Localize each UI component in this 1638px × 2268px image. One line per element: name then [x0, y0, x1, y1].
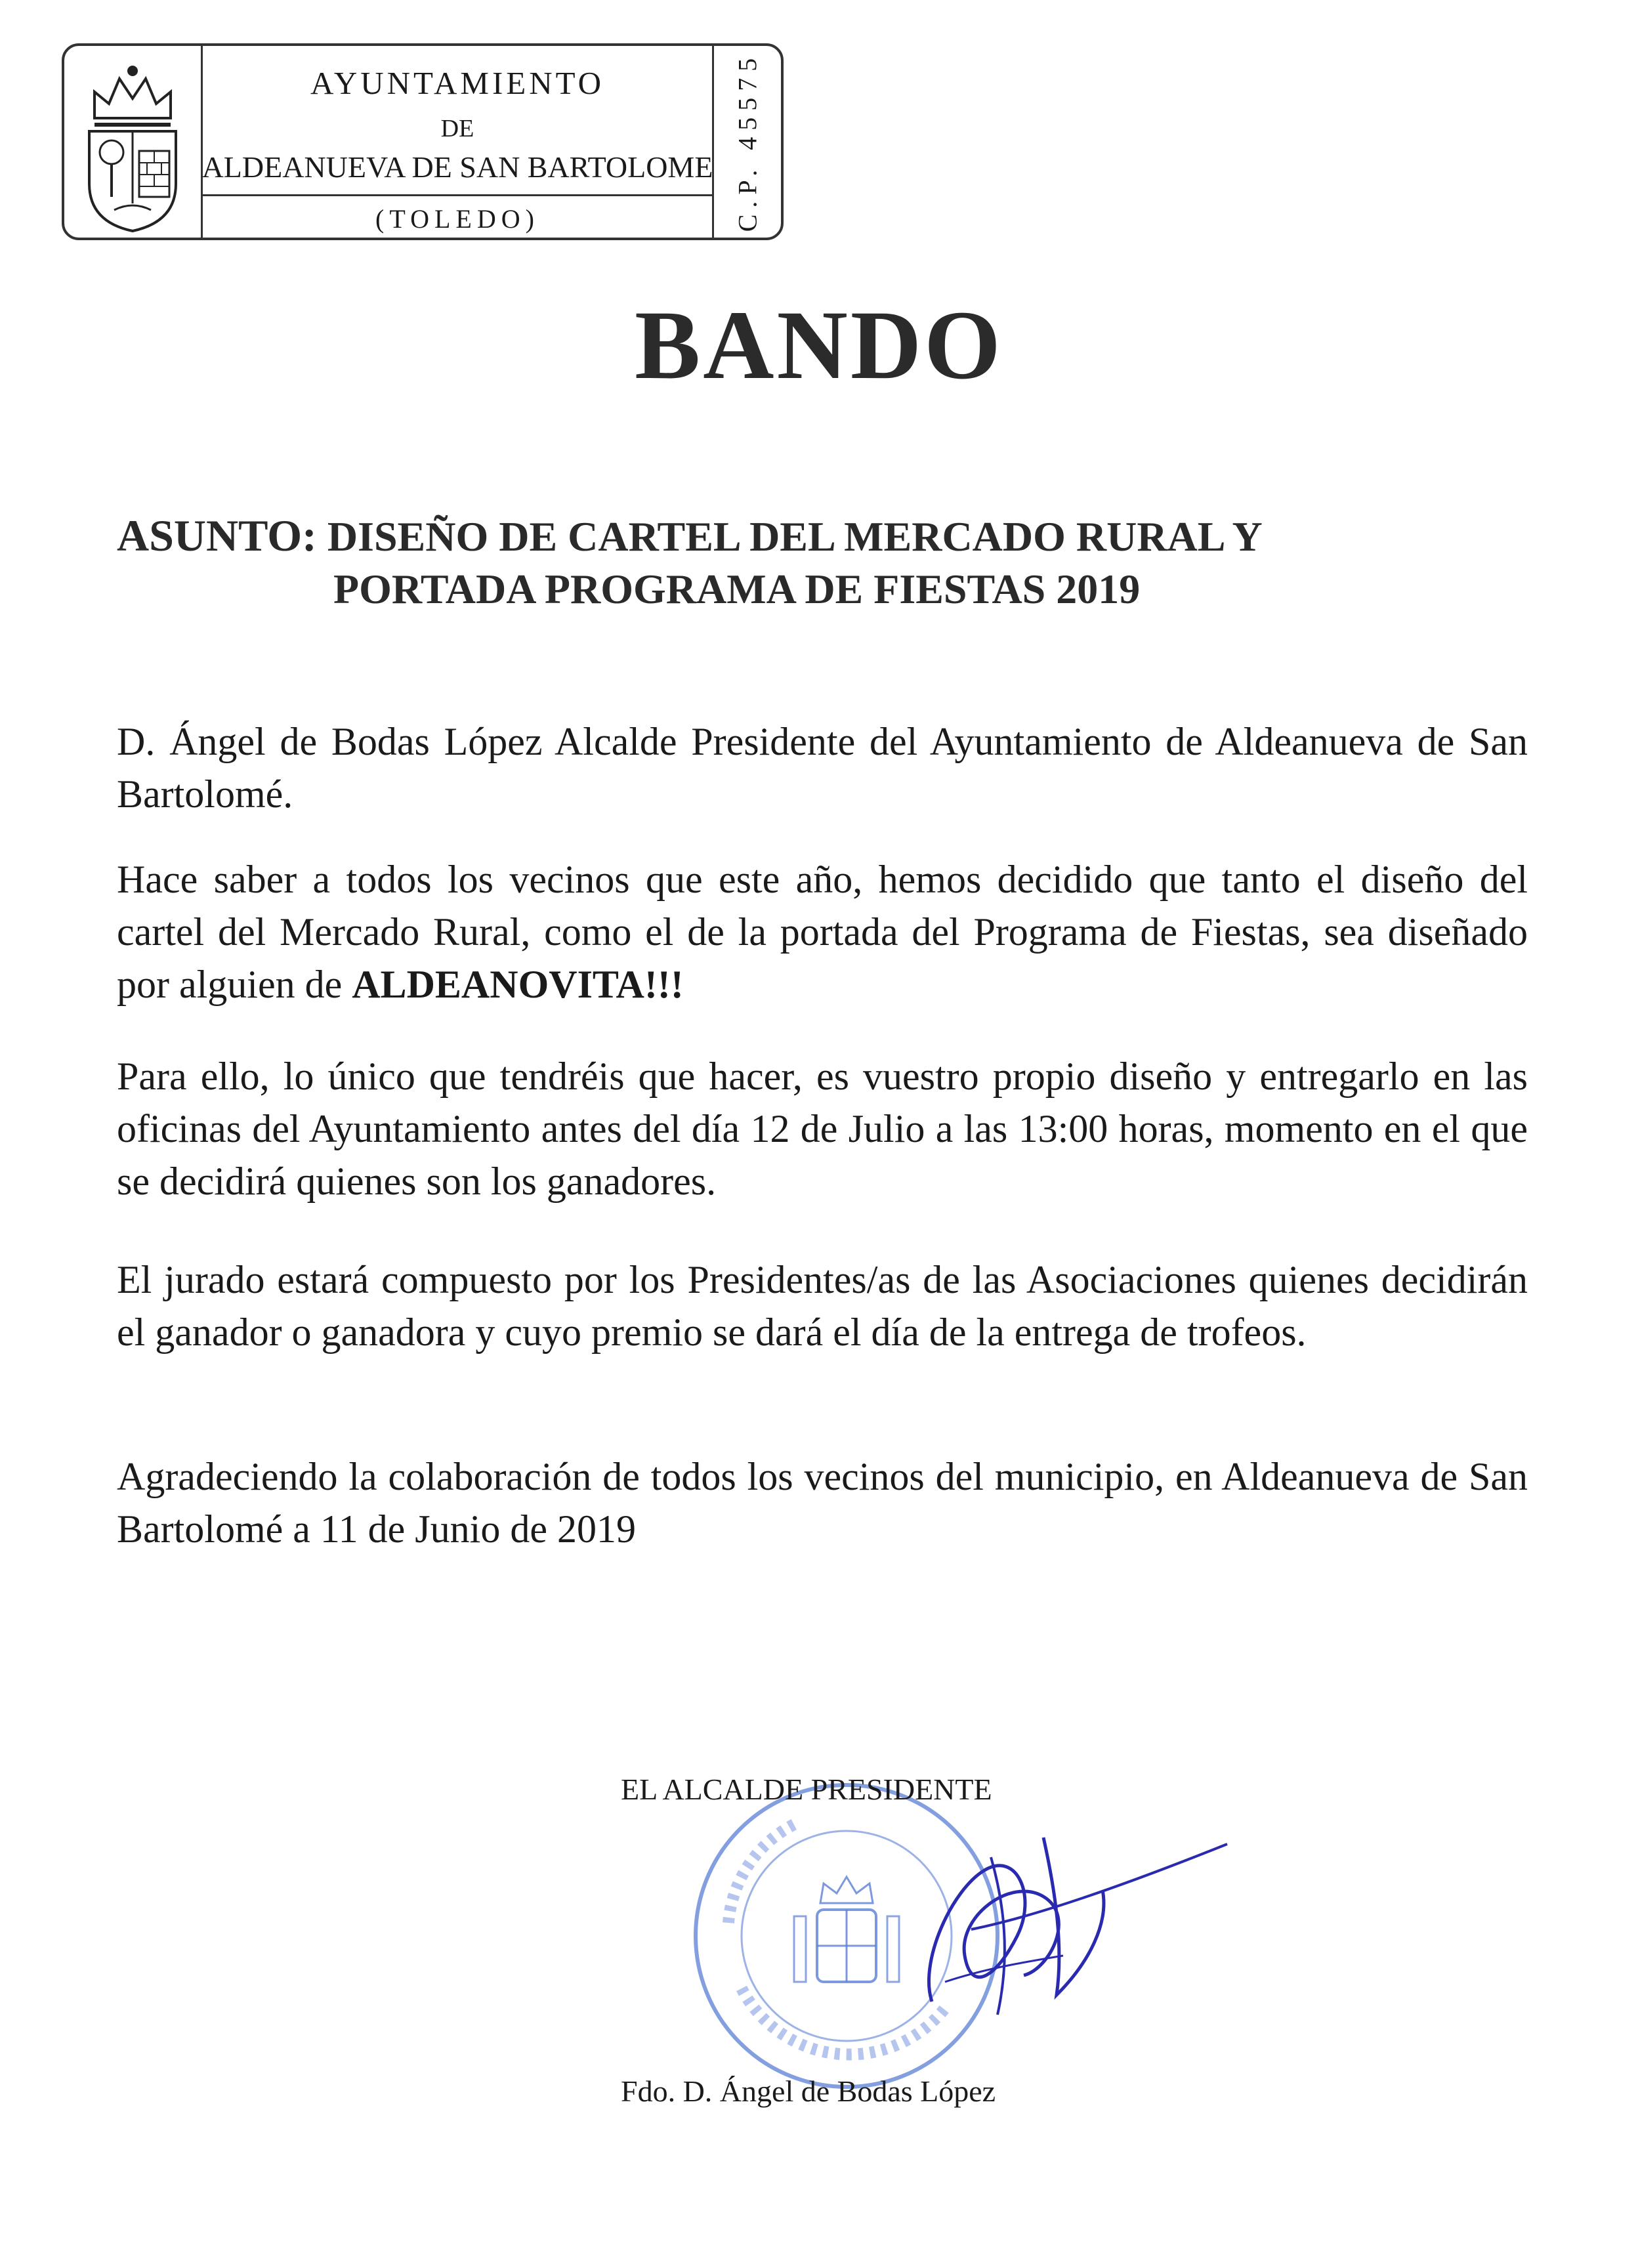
header-divider: [201, 194, 714, 196]
signatory-title: EL ALCALDE PRESIDENTE: [621, 1773, 992, 1806]
header-line-de: DE: [440, 115, 474, 142]
subject-line-1: DISEÑO DE CARTEL DEL MERCADO RURAL Y: [327, 513, 1263, 560]
paragraph-closing: Agradeciendo la colaboración de todos los vecinos del municipio, en Aldeanueva de San Bartolomé a 11 de Junio de 2019: [117, 1455, 1528, 1551]
paragraph-introduction: D. Ángel de Bodas López Alcalde Presidente del Ayuntamiento de Aldeanueva de San Bartolomé.: [117, 720, 1528, 816]
header-text-cell: [201, 46, 714, 238]
municipal-crest-icon: [75, 52, 190, 236]
header-line-municipality: ALDEANUEVA DE SAN BARTOLOME: [201, 150, 713, 184]
municipal-header-stamp: [62, 43, 784, 240]
header-line-province: (TOLEDO): [375, 204, 539, 234]
postal-code-cell: [712, 46, 781, 238]
document-title: BANDO: [635, 291, 1003, 400]
header-line-ayuntamiento: AYUNTAMIENTO: [310, 65, 605, 101]
paragraph-announcement-emphasis: ALDEANOVITA!!!: [352, 963, 684, 1006]
paragraph-announcement: [117, 853, 1528, 1011]
paragraph-jury: El jurado estará compuesto por los Presidentes/as de las Asociaciones quienes decidirán el ganador o ganadora y cuyo premio se dará el día de la entrega de trofeos.: [117, 1258, 1528, 1354]
subject-line-2: PORTADA PROGRAMA DE FIESTAS 2019: [333, 566, 1141, 612]
paragraph-announcement-text: Hace saber a todos los vecinos que este año, hemos decidido que tanto el diseño del cartel del Mercado Rural, como el de la portada del Programa de Fiestas, sea diseñado por alguien de: [117, 858, 1528, 1006]
crest-cell: [64, 46, 203, 238]
subject-block: [117, 509, 1561, 616]
postal-code: C.P. 45575: [732, 51, 763, 232]
handwritten-signature-icon: [892, 1798, 1234, 2061]
subject-label: ASUNTO:: [117, 511, 317, 560]
signatory-name: Fdo. D. Ángel de Bodas López: [621, 2074, 996, 2108]
paragraph-instructions: Para ello, lo único que tendréis que hacer, es vuestro propio diseño y entregarlo en las oficinas del Ayuntamiento antes del día 12 de Julio a las 13:00 horas, momento en el que se decidirá quienes son los ganadores.: [117, 1055, 1528, 1203]
